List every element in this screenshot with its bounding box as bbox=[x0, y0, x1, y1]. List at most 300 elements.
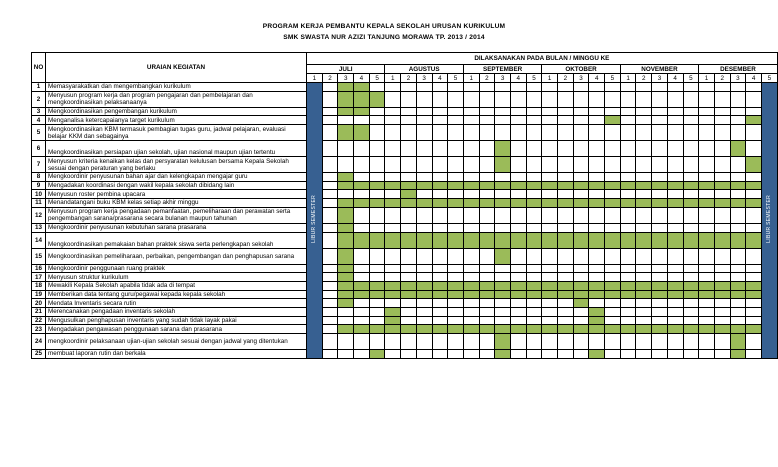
schedule-cell bbox=[589, 173, 605, 182]
schedule-cell bbox=[369, 334, 385, 350]
schedule-cell bbox=[479, 316, 495, 325]
schedule-cell bbox=[385, 190, 401, 199]
schedule-cell bbox=[714, 334, 730, 350]
schedule-cell bbox=[416, 334, 432, 350]
schedule-cell bbox=[369, 141, 385, 157]
schedule-cell bbox=[730, 307, 746, 316]
schedule-cell-filled bbox=[746, 181, 762, 190]
schedule-cell-filled bbox=[526, 290, 542, 299]
schedule-cell-filled bbox=[589, 199, 605, 208]
schedule-cell-filled bbox=[558, 232, 574, 248]
schedule-cell-filled bbox=[338, 299, 354, 308]
schedule-cell bbox=[699, 91, 715, 107]
schedule-cell bbox=[385, 264, 401, 273]
schedule-cell bbox=[589, 116, 605, 125]
schedule-cell bbox=[322, 325, 338, 334]
schedule-cell-filled bbox=[338, 325, 354, 334]
schedule-cell bbox=[573, 307, 589, 316]
schedule-cell bbox=[589, 190, 605, 199]
schedule-cell-filled bbox=[526, 281, 542, 290]
schedule-cell bbox=[652, 299, 668, 308]
schedule-cell-filled bbox=[369, 199, 385, 208]
schedule-cell-filled bbox=[510, 181, 526, 190]
schedule-cell bbox=[636, 190, 652, 199]
schedule-cell bbox=[526, 116, 542, 125]
schedule-cell bbox=[589, 273, 605, 282]
schedule-cell-filled bbox=[605, 199, 621, 208]
schedule-cell bbox=[495, 207, 511, 223]
schedule-cell-filled bbox=[573, 299, 589, 308]
schedule-cell bbox=[683, 141, 699, 157]
week-number: 2 bbox=[401, 74, 417, 83]
schedule-cell-filled bbox=[589, 350, 605, 359]
schedule-cell bbox=[526, 350, 542, 359]
schedule-cell bbox=[620, 83, 636, 92]
schedule-cell-filled bbox=[401, 190, 417, 199]
schedule-cell bbox=[479, 264, 495, 273]
schedule-cell bbox=[652, 264, 668, 273]
activity-description: Mengkoordinasikan pengembangan kurikulum bbox=[46, 107, 307, 116]
schedule-cell bbox=[573, 207, 589, 223]
header-uraian: URAIAN KEGIATAN bbox=[46, 53, 307, 83]
schedule-cell bbox=[620, 350, 636, 359]
row-number: 16 bbox=[32, 264, 46, 273]
schedule-cell-filled bbox=[605, 281, 621, 290]
schedule-cell bbox=[432, 141, 448, 157]
schedule-cell bbox=[416, 273, 432, 282]
schedule-cell bbox=[416, 307, 432, 316]
schedule-cell-filled bbox=[573, 325, 589, 334]
schedule-cell bbox=[354, 141, 370, 157]
week-number: 1 bbox=[699, 74, 715, 83]
schedule-cell-filled bbox=[573, 181, 589, 190]
schedule-cell bbox=[730, 190, 746, 199]
schedule-cell bbox=[463, 125, 479, 141]
schedule-cell-filled bbox=[416, 181, 432, 190]
schedule-cell bbox=[510, 207, 526, 223]
schedule-cell-filled bbox=[730, 199, 746, 208]
schedule-cell bbox=[667, 173, 683, 182]
table-row bbox=[32, 107, 778, 116]
schedule-cell bbox=[432, 107, 448, 116]
schedule-cell bbox=[746, 107, 762, 116]
schedule-cell bbox=[322, 223, 338, 232]
schedule-cell bbox=[558, 350, 574, 359]
schedule-cell bbox=[448, 157, 464, 173]
schedule-cell bbox=[369, 264, 385, 273]
schedule-cell bbox=[354, 207, 370, 223]
schedule-cell bbox=[730, 107, 746, 116]
schedule-cell-filled bbox=[730, 232, 746, 248]
schedule-cell bbox=[699, 190, 715, 199]
schedule-cell-filled bbox=[589, 307, 605, 316]
schedule-cell bbox=[714, 157, 730, 173]
schedule-cell bbox=[322, 199, 338, 208]
week-number: 2 bbox=[479, 74, 495, 83]
schedule-cell bbox=[401, 264, 417, 273]
schedule-cell bbox=[652, 207, 668, 223]
schedule-cell-filled bbox=[385, 232, 401, 248]
activity-description: Memasyarakatkan dan mengembangkan kurikulum bbox=[46, 83, 307, 92]
schedule-cell bbox=[699, 248, 715, 264]
schedule-cell bbox=[605, 264, 621, 273]
schedule-cell-filled bbox=[385, 325, 401, 334]
schedule-cell bbox=[573, 350, 589, 359]
row-number: 11 bbox=[32, 199, 46, 208]
schedule-cell-filled bbox=[652, 199, 668, 208]
schedule-cell bbox=[652, 125, 668, 141]
schedule-cell bbox=[526, 125, 542, 141]
schedule-cell bbox=[354, 350, 370, 359]
schedule-cell bbox=[463, 207, 479, 223]
schedule-cell-filled bbox=[463, 199, 479, 208]
schedule-cell bbox=[573, 190, 589, 199]
schedule-cell bbox=[558, 116, 574, 125]
table-row bbox=[32, 264, 778, 273]
activity-description: Menyusun roster pembina upacara bbox=[46, 190, 307, 199]
table-row bbox=[32, 91, 778, 107]
schedule-cell-filled bbox=[354, 281, 370, 290]
schedule-cell-filled bbox=[589, 181, 605, 190]
schedule-cell bbox=[432, 350, 448, 359]
schedule-cell-filled bbox=[558, 290, 574, 299]
schedule-cell bbox=[354, 223, 370, 232]
schedule-cell bbox=[369, 273, 385, 282]
schedule-cell bbox=[526, 83, 542, 92]
schedule-cell-filled bbox=[369, 350, 385, 359]
schedule-cell-filled bbox=[730, 290, 746, 299]
schedule-cell bbox=[526, 91, 542, 107]
schedule-cell bbox=[510, 190, 526, 199]
schedule-cell bbox=[746, 334, 762, 350]
schedule-cell bbox=[542, 125, 558, 141]
schedule-cell bbox=[448, 264, 464, 273]
schedule-cell bbox=[526, 273, 542, 282]
schedule-cell bbox=[714, 316, 730, 325]
schedule-cell bbox=[573, 273, 589, 282]
schedule-cell bbox=[510, 91, 526, 107]
week-number: 1 bbox=[463, 74, 479, 83]
schedule-cell-filled bbox=[432, 281, 448, 290]
schedule-cell bbox=[322, 307, 338, 316]
schedule-cell bbox=[605, 190, 621, 199]
schedule-cell bbox=[448, 116, 464, 125]
schedule-cell bbox=[322, 125, 338, 141]
schedule-cell bbox=[510, 173, 526, 182]
schedule-cell bbox=[526, 334, 542, 350]
schedule-cell-filled bbox=[338, 264, 354, 273]
schedule-cell bbox=[448, 299, 464, 308]
schedule-cell bbox=[605, 334, 621, 350]
schedule-cell bbox=[605, 91, 621, 107]
schedule-cell bbox=[542, 307, 558, 316]
schedule-cell bbox=[683, 83, 699, 92]
schedule-cell-filled bbox=[463, 232, 479, 248]
schedule-cell bbox=[620, 273, 636, 282]
schedule-cell bbox=[542, 91, 558, 107]
schedule-cell bbox=[479, 141, 495, 157]
schedule-cell bbox=[542, 350, 558, 359]
schedule-cell bbox=[463, 316, 479, 325]
schedule-cell bbox=[667, 190, 683, 199]
schedule-cell bbox=[636, 299, 652, 308]
schedule-cell-filled bbox=[338, 281, 354, 290]
schedule-cell bbox=[416, 248, 432, 264]
schedule-cell-filled bbox=[746, 281, 762, 290]
table-row bbox=[32, 190, 778, 199]
schedule-cell bbox=[589, 264, 605, 273]
schedule-cell bbox=[683, 316, 699, 325]
schedule-cell-filled bbox=[542, 232, 558, 248]
schedule-cell bbox=[620, 334, 636, 350]
schedule-cell bbox=[683, 107, 699, 116]
schedule-cell-filled bbox=[338, 173, 354, 182]
week-number: 5 bbox=[526, 74, 542, 83]
schedule-cell-filled bbox=[667, 199, 683, 208]
schedule-cell-filled bbox=[338, 223, 354, 232]
header-pelaksanaan: DILAKSANAKAN PADA BULAN / MINGGU KE bbox=[307, 53, 778, 65]
schedule-cell bbox=[385, 207, 401, 223]
schedule-cell bbox=[401, 141, 417, 157]
schedule-cell bbox=[479, 248, 495, 264]
schedule-cell-filled bbox=[479, 199, 495, 208]
schedule-cell bbox=[683, 248, 699, 264]
schedule-cell-filled bbox=[746, 325, 762, 334]
schedule-cell bbox=[416, 141, 432, 157]
schedule-cell bbox=[699, 316, 715, 325]
row-number: 22 bbox=[32, 316, 46, 325]
schedule-cell bbox=[589, 91, 605, 107]
schedule-cell bbox=[589, 125, 605, 141]
schedule-cell bbox=[667, 316, 683, 325]
schedule-cell-filled bbox=[558, 199, 574, 208]
schedule-cell bbox=[589, 223, 605, 232]
schedule-cell-filled bbox=[495, 290, 511, 299]
schedule-cell bbox=[322, 299, 338, 308]
schedule-cell bbox=[322, 181, 338, 190]
schedule-cell bbox=[322, 173, 338, 182]
schedule-cell bbox=[432, 248, 448, 264]
schedule-cell bbox=[605, 173, 621, 182]
schedule-cell bbox=[558, 83, 574, 92]
schedule-cell bbox=[479, 157, 495, 173]
schedule-cell bbox=[510, 157, 526, 173]
schedule-cell bbox=[652, 190, 668, 199]
week-number: 3 bbox=[573, 74, 589, 83]
schedule-cell bbox=[542, 264, 558, 273]
week-number: 5 bbox=[448, 74, 464, 83]
schedule-cell bbox=[495, 91, 511, 107]
activity-description: Mengkoordinasikan pemeliharaan, perbaikan, pengembangan dan penghapusan sarana bbox=[46, 248, 307, 264]
schedule-cell bbox=[714, 125, 730, 141]
schedule-cell-filled bbox=[401, 199, 417, 208]
schedule-cell bbox=[714, 273, 730, 282]
schedule-cell bbox=[746, 223, 762, 232]
schedule-cell bbox=[542, 299, 558, 308]
schedule-cell bbox=[354, 334, 370, 350]
schedule-cell bbox=[558, 157, 574, 173]
schedule-cell-filled bbox=[479, 181, 495, 190]
schedule-cell bbox=[510, 83, 526, 92]
schedule-cell bbox=[558, 248, 574, 264]
schedule-cell-filled bbox=[636, 325, 652, 334]
schedule-cell bbox=[479, 350, 495, 359]
schedule-cell-filled bbox=[385, 199, 401, 208]
activity-description: Mewakili Kepala Sekolah apabila tidak ada di tempat bbox=[46, 281, 307, 290]
schedule-cell-filled bbox=[416, 232, 432, 248]
schedule-cell bbox=[448, 307, 464, 316]
schedule-cell bbox=[369, 299, 385, 308]
schedule-cell bbox=[542, 207, 558, 223]
activity-description: Merencanakan pengadaan inventaris sekolah bbox=[46, 307, 307, 316]
schedule-cell-filled bbox=[730, 181, 746, 190]
table-row bbox=[32, 350, 778, 359]
schedule-cell-filled bbox=[495, 334, 511, 350]
schedule-cell-filled bbox=[636, 199, 652, 208]
schedule-cell-filled bbox=[338, 232, 354, 248]
schedule-cell bbox=[620, 91, 636, 107]
schedule-cell bbox=[416, 157, 432, 173]
schedule-cell bbox=[479, 91, 495, 107]
table-row bbox=[32, 334, 778, 350]
schedule-cell bbox=[401, 207, 417, 223]
schedule-cell-filled bbox=[683, 199, 699, 208]
schedule-cell bbox=[385, 91, 401, 107]
schedule-cell bbox=[558, 273, 574, 282]
schedule-cell-filled bbox=[369, 91, 385, 107]
schedule-cell-filled bbox=[495, 199, 511, 208]
schedule-cell bbox=[573, 248, 589, 264]
schedule-cell bbox=[714, 83, 730, 92]
schedule-cell bbox=[558, 207, 574, 223]
schedule-cell bbox=[605, 141, 621, 157]
schedule-cell bbox=[636, 83, 652, 92]
schedule-cell bbox=[699, 125, 715, 141]
schedule-cell bbox=[495, 299, 511, 308]
schedule-cell bbox=[432, 83, 448, 92]
schedule-cell bbox=[636, 307, 652, 316]
schedule-cell bbox=[652, 116, 668, 125]
schedule-cell bbox=[699, 334, 715, 350]
schedule-cell bbox=[448, 350, 464, 359]
schedule-cell-filled bbox=[354, 107, 370, 116]
schedule-cell bbox=[463, 83, 479, 92]
schedule-cell-filled bbox=[479, 290, 495, 299]
schedule-cell bbox=[401, 107, 417, 116]
schedule-cell bbox=[620, 190, 636, 199]
schedule-cell-filled bbox=[354, 83, 370, 92]
schedule-cell bbox=[699, 207, 715, 223]
schedule-cell-filled bbox=[558, 181, 574, 190]
schedule-cell bbox=[322, 207, 338, 223]
row-number: 9 bbox=[32, 181, 46, 190]
schedule-cell-filled bbox=[589, 232, 605, 248]
schedule-cell-filled bbox=[495, 181, 511, 190]
schedule-cell-filled bbox=[558, 281, 574, 290]
schedule-cell bbox=[510, 299, 526, 308]
schedule-cell bbox=[683, 91, 699, 107]
schedule-cell-filled bbox=[746, 157, 762, 173]
row-number: 2 bbox=[32, 91, 46, 107]
row-number: 13 bbox=[32, 223, 46, 232]
schedule-cell bbox=[683, 223, 699, 232]
table-row bbox=[32, 173, 778, 182]
week-number: 4 bbox=[589, 74, 605, 83]
schedule-cell bbox=[338, 157, 354, 173]
table-row bbox=[32, 325, 778, 334]
schedule-cell-filled bbox=[369, 290, 385, 299]
schedule-cell-filled bbox=[463, 181, 479, 190]
schedule-cell bbox=[589, 107, 605, 116]
schedule-cell bbox=[448, 141, 464, 157]
schedule-cell bbox=[683, 273, 699, 282]
schedule-cell bbox=[683, 173, 699, 182]
schedule-cell bbox=[432, 273, 448, 282]
schedule-cell bbox=[354, 307, 370, 316]
schedule-cell bbox=[432, 334, 448, 350]
schedule-cell-filled bbox=[510, 199, 526, 208]
schedule-cell-filled bbox=[730, 350, 746, 359]
schedule-cell bbox=[354, 157, 370, 173]
week-number: 4 bbox=[432, 74, 448, 83]
schedule-cell bbox=[510, 107, 526, 116]
row-number: 21 bbox=[32, 307, 46, 316]
schedule-cell bbox=[730, 316, 746, 325]
activity-description: membuat laporan rutin dan berkala bbox=[46, 350, 307, 359]
schedule-cell bbox=[322, 141, 338, 157]
schedule-cell-filled bbox=[463, 290, 479, 299]
schedule-cell-filled bbox=[448, 281, 464, 290]
schedule-cell bbox=[322, 116, 338, 125]
row-number: 5 bbox=[32, 125, 46, 141]
schedule-cell bbox=[416, 83, 432, 92]
activity-description: Menganalisa ketercapaianya target kurikulum bbox=[46, 116, 307, 125]
schedule-cell bbox=[558, 316, 574, 325]
schedule-cell bbox=[667, 125, 683, 141]
schedule-cell-filled bbox=[416, 325, 432, 334]
table-row bbox=[32, 207, 778, 223]
schedule-cell bbox=[385, 173, 401, 182]
week-number: 4 bbox=[354, 74, 370, 83]
schedule-cell bbox=[495, 307, 511, 316]
schedule-cell bbox=[338, 141, 354, 157]
schedule-cell bbox=[746, 83, 762, 92]
activity-description: Mengkoordinir penyusunan kebutuhan sarana prasarana bbox=[46, 223, 307, 232]
schedule-cell bbox=[573, 264, 589, 273]
schedule-cell bbox=[558, 173, 574, 182]
schedule-cell bbox=[542, 316, 558, 325]
schedule-cell bbox=[463, 107, 479, 116]
schedule-cell bbox=[385, 350, 401, 359]
schedule-cell bbox=[699, 264, 715, 273]
schedule-cell-filled bbox=[495, 350, 511, 359]
schedule-cell bbox=[652, 248, 668, 264]
schedule-cell bbox=[416, 264, 432, 273]
schedule-cell bbox=[448, 207, 464, 223]
month-header: NOVEMBER bbox=[620, 65, 698, 74]
schedule-cell bbox=[620, 207, 636, 223]
schedule-cell-filled bbox=[730, 141, 746, 157]
schedule-cell bbox=[699, 307, 715, 316]
schedule-cell bbox=[448, 316, 464, 325]
schedule-cell-filled bbox=[542, 290, 558, 299]
schedule-cell bbox=[322, 232, 338, 248]
schedule-cell bbox=[448, 190, 464, 199]
activity-description: Menyusun program kerja pengadaan pemanfaatan, pemeliharaan dan perawatan serta pengembangan sarana/prasarana secara bulanan maupun tahunan bbox=[46, 207, 307, 223]
schedule-cell bbox=[322, 273, 338, 282]
schedule-cell-filled bbox=[416, 281, 432, 290]
table-row bbox=[32, 248, 778, 264]
